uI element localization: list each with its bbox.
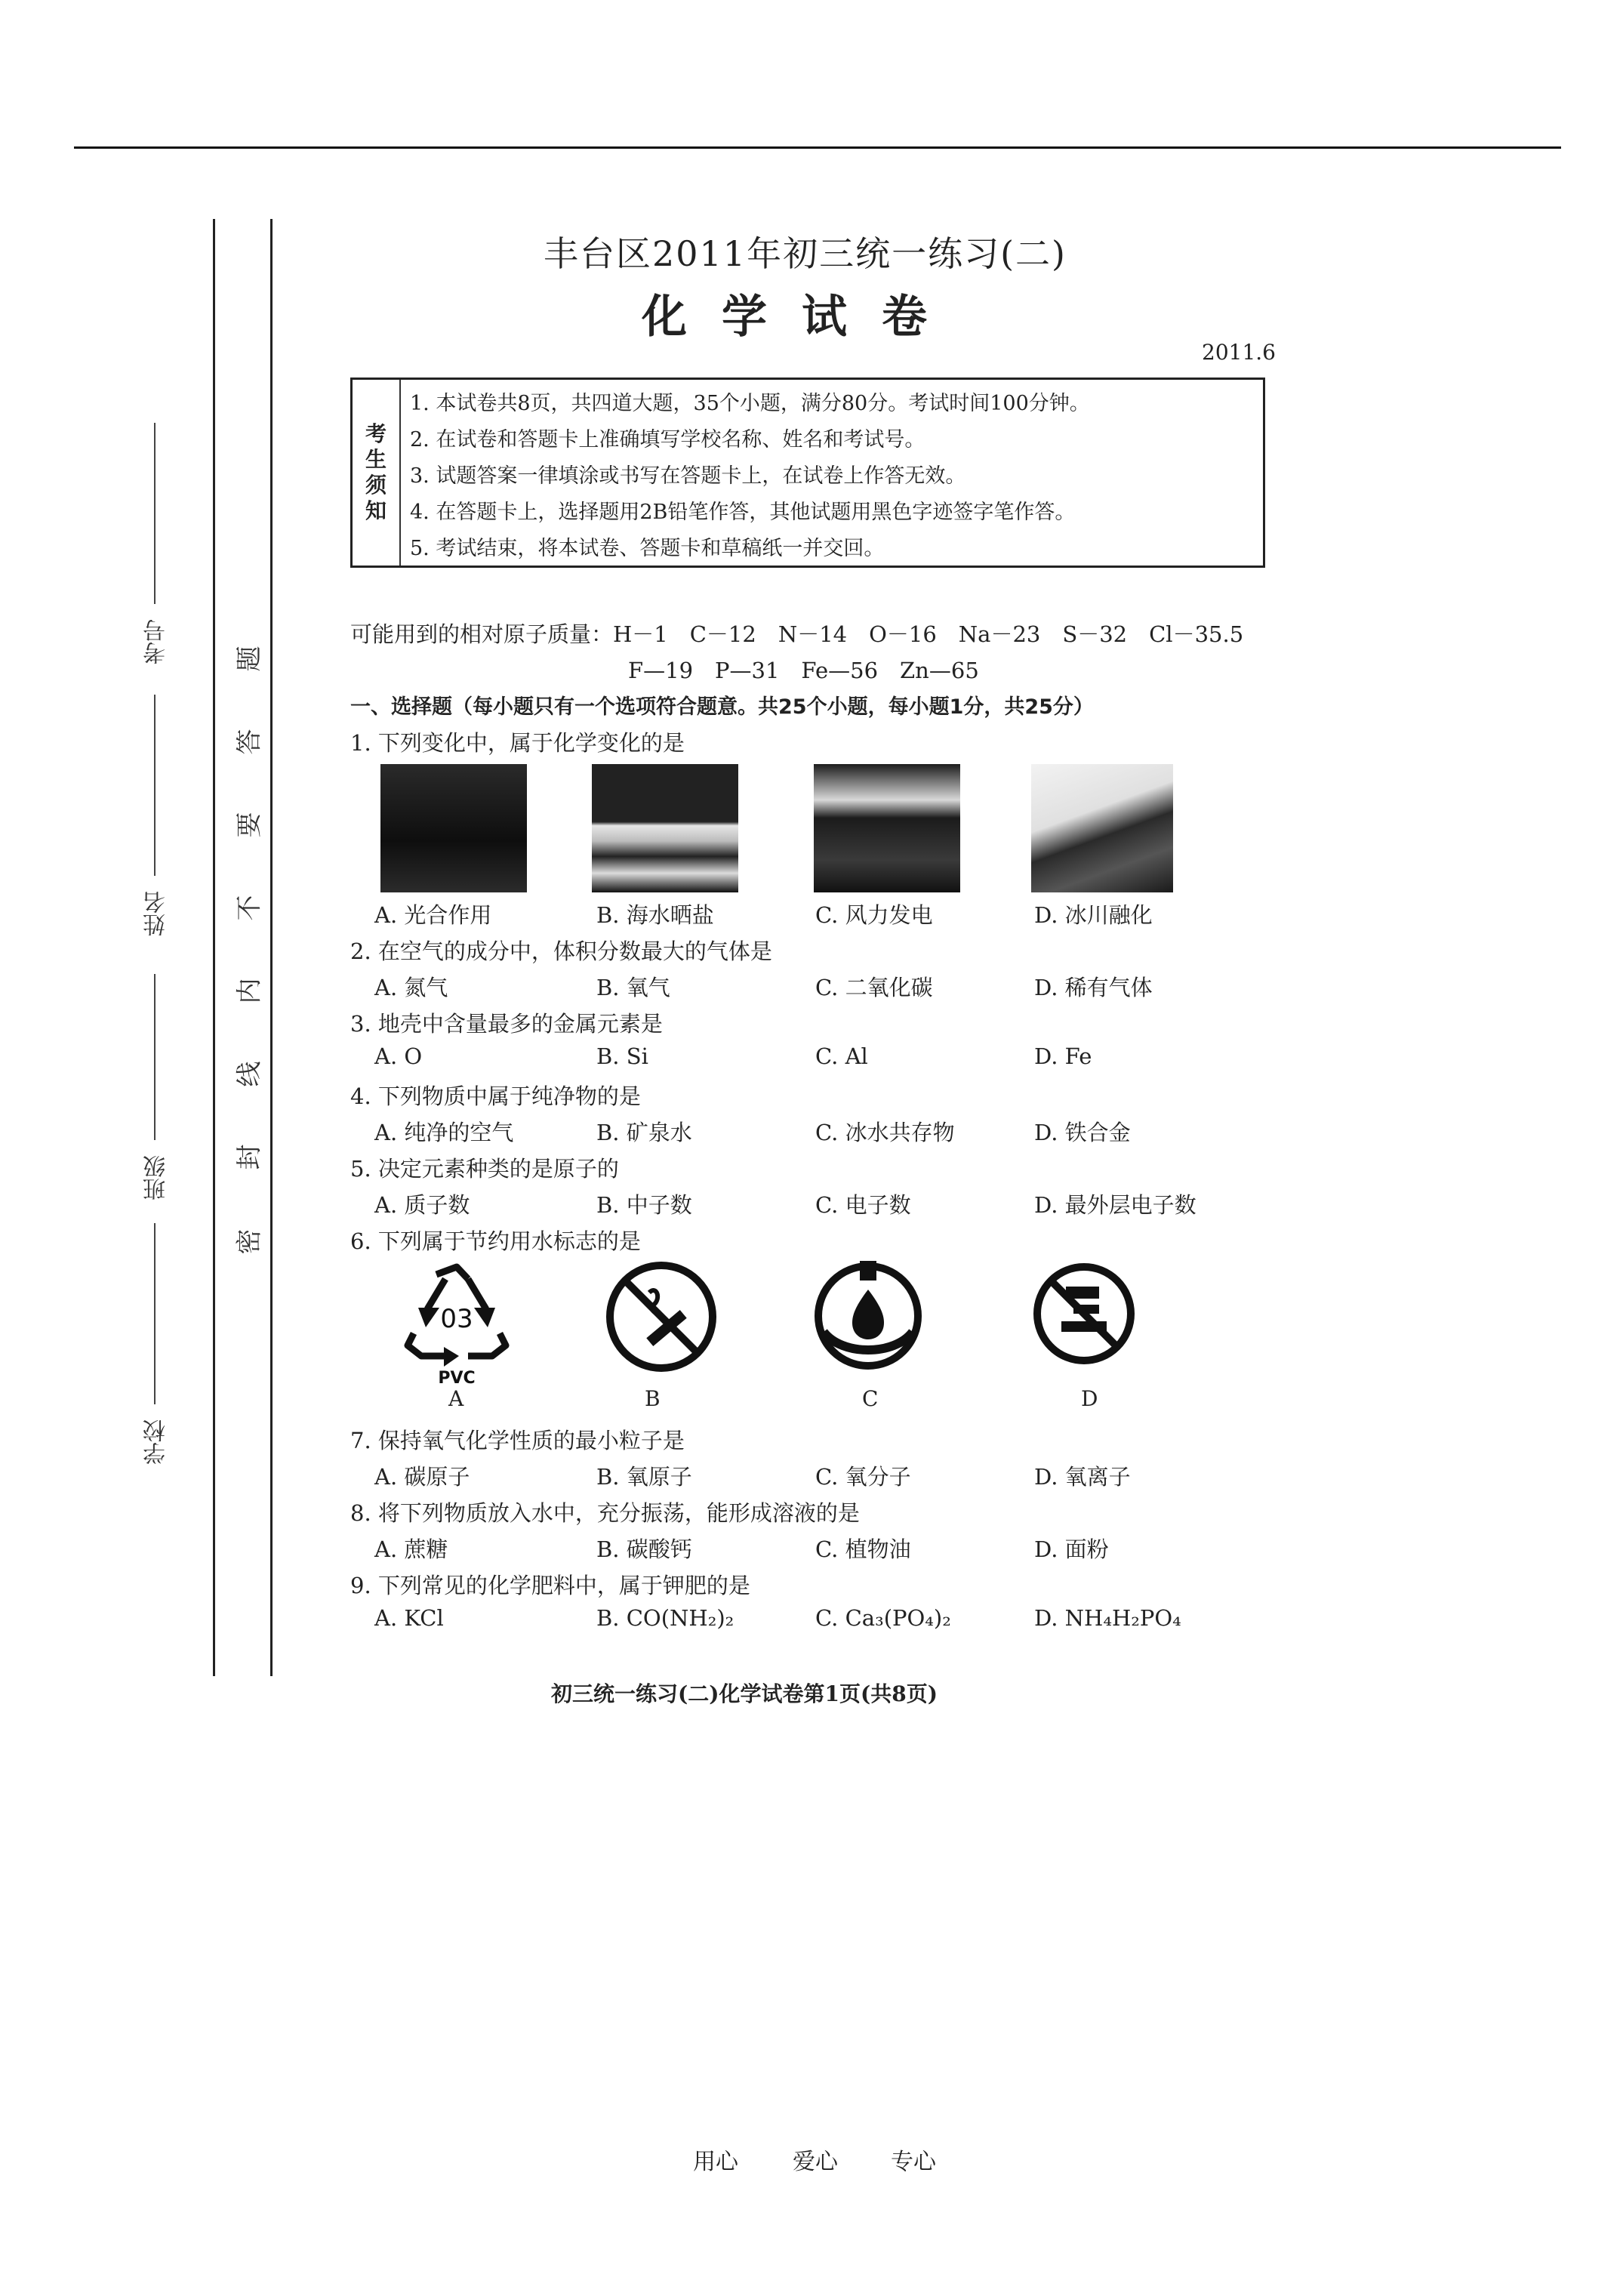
top-rule — [74, 146, 1561, 149]
school-label: 学校 — [143, 1419, 170, 1465]
notice-label-char: 须 — [365, 473, 387, 498]
motto-word: 专心 — [891, 2149, 936, 2175]
option: D — [1081, 1386, 1098, 1411]
motto-word: 爱心 — [793, 2149, 838, 2175]
option: D. 稀有气体 — [1034, 975, 1153, 1000]
option: D. NH₄H₂PO₄ — [1034, 1605, 1181, 1631]
option: C. 风力发电 — [815, 902, 933, 928]
water-saving-icon — [812, 1259, 925, 1373]
option: B. 氧气 — [596, 975, 670, 1000]
option: C. 冰水共存物 — [815, 1120, 955, 1145]
notice-item: 4. 在答题卡上，选择题用2B铅笔作答，其他试题用黑色字迹签字笔作答。 — [410, 501, 1076, 524]
exam-number-blank — [154, 423, 156, 604]
option: A. 纯净的空气 — [374, 1120, 514, 1145]
option: A. 蔗糖 — [374, 1536, 448, 1562]
option: B — [645, 1386, 661, 1411]
option: A. 质子数 — [374, 1192, 470, 1218]
option: A — [448, 1386, 464, 1411]
notice-items — [410, 386, 1255, 567]
subject-title: 化学试卷 — [642, 291, 962, 344]
option: D. 面粉 — [1034, 1536, 1109, 1562]
section-heading: 一、选择题（每小题只有一个选项符合题意。共25个小题，每小题1分，共25分） — [350, 695, 1094, 719]
seal-char: 要 — [234, 812, 265, 838]
atomic-masses-line1: 可能用到的相对原子质量：H－1 C－12 N－14 O－16 Na－23 S－32 Cl－35.5 — [350, 621, 1244, 647]
no-planting-icon — [1031, 1261, 1137, 1367]
seal-char: 线 — [234, 1061, 265, 1087]
seal-char: 题 — [234, 646, 265, 672]
notice-label-char: 生 — [365, 447, 387, 472]
class-label: 班级 — [143, 1155, 170, 1200]
notice-label-char: 知 — [365, 498, 387, 523]
option: A. KCl — [374, 1605, 444, 1631]
option: A. O — [374, 1043, 423, 1069]
recycle-caption: PVC — [438, 1369, 476, 1388]
glacier-photo — [1031, 764, 1173, 892]
option: D. 最外层电子数 — [1034, 1192, 1196, 1218]
name-label: 姓名 — [143, 891, 170, 936]
motto-word: 用心 — [693, 2149, 738, 2175]
option: B. 矿泉水 — [596, 1120, 692, 1145]
seal-char: 封 — [234, 1144, 265, 1170]
page-footer: 初三统一练习(二)化学试卷第1页(共8页) — [551, 1681, 938, 1706]
question-stem: 7. 保持氧气化学性质的最小粒子是 — [350, 1428, 685, 1453]
question-stem: 9. 下列常见的化学肥料中，属于钾肥的是 — [350, 1573, 750, 1598]
option: C. Al — [815, 1043, 868, 1069]
exam-date: 2011.6 — [1202, 340, 1276, 365]
binding-line-outer — [213, 219, 215, 1676]
option: C. 植物油 — [815, 1536, 911, 1562]
question-stem: 5. 决定元素种类的是原子的 — [350, 1156, 619, 1182]
question-stem: 6. 下列属于节约用水标志的是 — [350, 1228, 641, 1254]
notice-label-char: 考 — [365, 421, 387, 446]
notice-box — [350, 378, 1265, 568]
class-blank — [154, 974, 156, 1140]
question-stem: 4. 下列物质中属于纯净物的是 — [350, 1083, 641, 1109]
option: B. 碳酸钙 — [596, 1536, 692, 1562]
atomic-masses-line2: F—19 P—31 Fe—56 Zn—65 — [628, 658, 979, 683]
no-smoking-icon — [604, 1259, 719, 1374]
option: B. Si — [596, 1043, 648, 1069]
question-stem: 3. 地壳中含量最多的金属元素是 — [350, 1011, 663, 1037]
option: D. Fe — [1034, 1043, 1092, 1069]
seal-char: 内 — [234, 978, 265, 1004]
question-stem: 1. 下列变化中，属于化学变化的是 — [350, 730, 685, 756]
exam-number-label: 考号 — [143, 619, 170, 664]
option: C. 电子数 — [815, 1192, 911, 1218]
school-blank — [154, 1223, 156, 1404]
option: D. 铁合金 — [1034, 1120, 1131, 1145]
notice-label — [353, 380, 401, 566]
option: B. 海水晒盐 — [596, 902, 714, 928]
notice-item: 5. 考试结束，将本试卷、答题卡和草稿纸一并交回。 — [410, 537, 885, 560]
seal-char: 答 — [234, 729, 265, 755]
recycle-pvc-icon — [400, 1262, 513, 1391]
sea-salt-photo — [592, 764, 738, 892]
option: C. 氧分子 — [815, 1464, 911, 1490]
notice-item: 3. 试题答案一律填涂或书写在答题卡上，在试卷上作答无效。 — [410, 464, 966, 488]
wind-power-photo — [814, 764, 960, 892]
exam-title: 丰台区2011年初三统一练习(二) — [544, 233, 1067, 274]
option: D. 氧离子 — [1034, 1464, 1131, 1490]
notice-item: 1. 本试卷共8页，共四道大题，35个小题，满分80分。考试时间100分钟。 — [410, 392, 1090, 415]
recycle-number: 03 — [440, 1304, 473, 1334]
seal-char: 不 — [234, 895, 265, 921]
name-blank — [154, 695, 156, 876]
option: C. Ca₃(PO₄)₂ — [815, 1605, 951, 1631]
option: D. 冰川融化 — [1034, 902, 1153, 928]
seal-char: 密 — [234, 1228, 265, 1255]
question-stem: 8. 将下列物质放入水中，充分振荡，能形成溶液的是 — [350, 1500, 860, 1526]
photosynthesis-photo — [380, 764, 527, 892]
option: B. 氧原子 — [596, 1464, 692, 1490]
option: C. 二氧化碳 — [815, 975, 933, 1000]
option: C — [862, 1386, 879, 1411]
option: B. 中子数 — [596, 1192, 692, 1218]
option: A. 碳原子 — [374, 1464, 470, 1490]
option: A. 光合作用 — [374, 902, 492, 928]
question-stem: 2. 在空气的成分中，体积分数最大的气体是 — [350, 938, 772, 964]
notice-item: 2. 在试卷和答题卡上准确填写学校名称、姓名和考试号。 — [410, 428, 925, 451]
binding-line-inner — [270, 219, 273, 1676]
option: A. 氮气 — [374, 975, 448, 1000]
option: B. CO(NH₂)₂ — [596, 1605, 735, 1631]
